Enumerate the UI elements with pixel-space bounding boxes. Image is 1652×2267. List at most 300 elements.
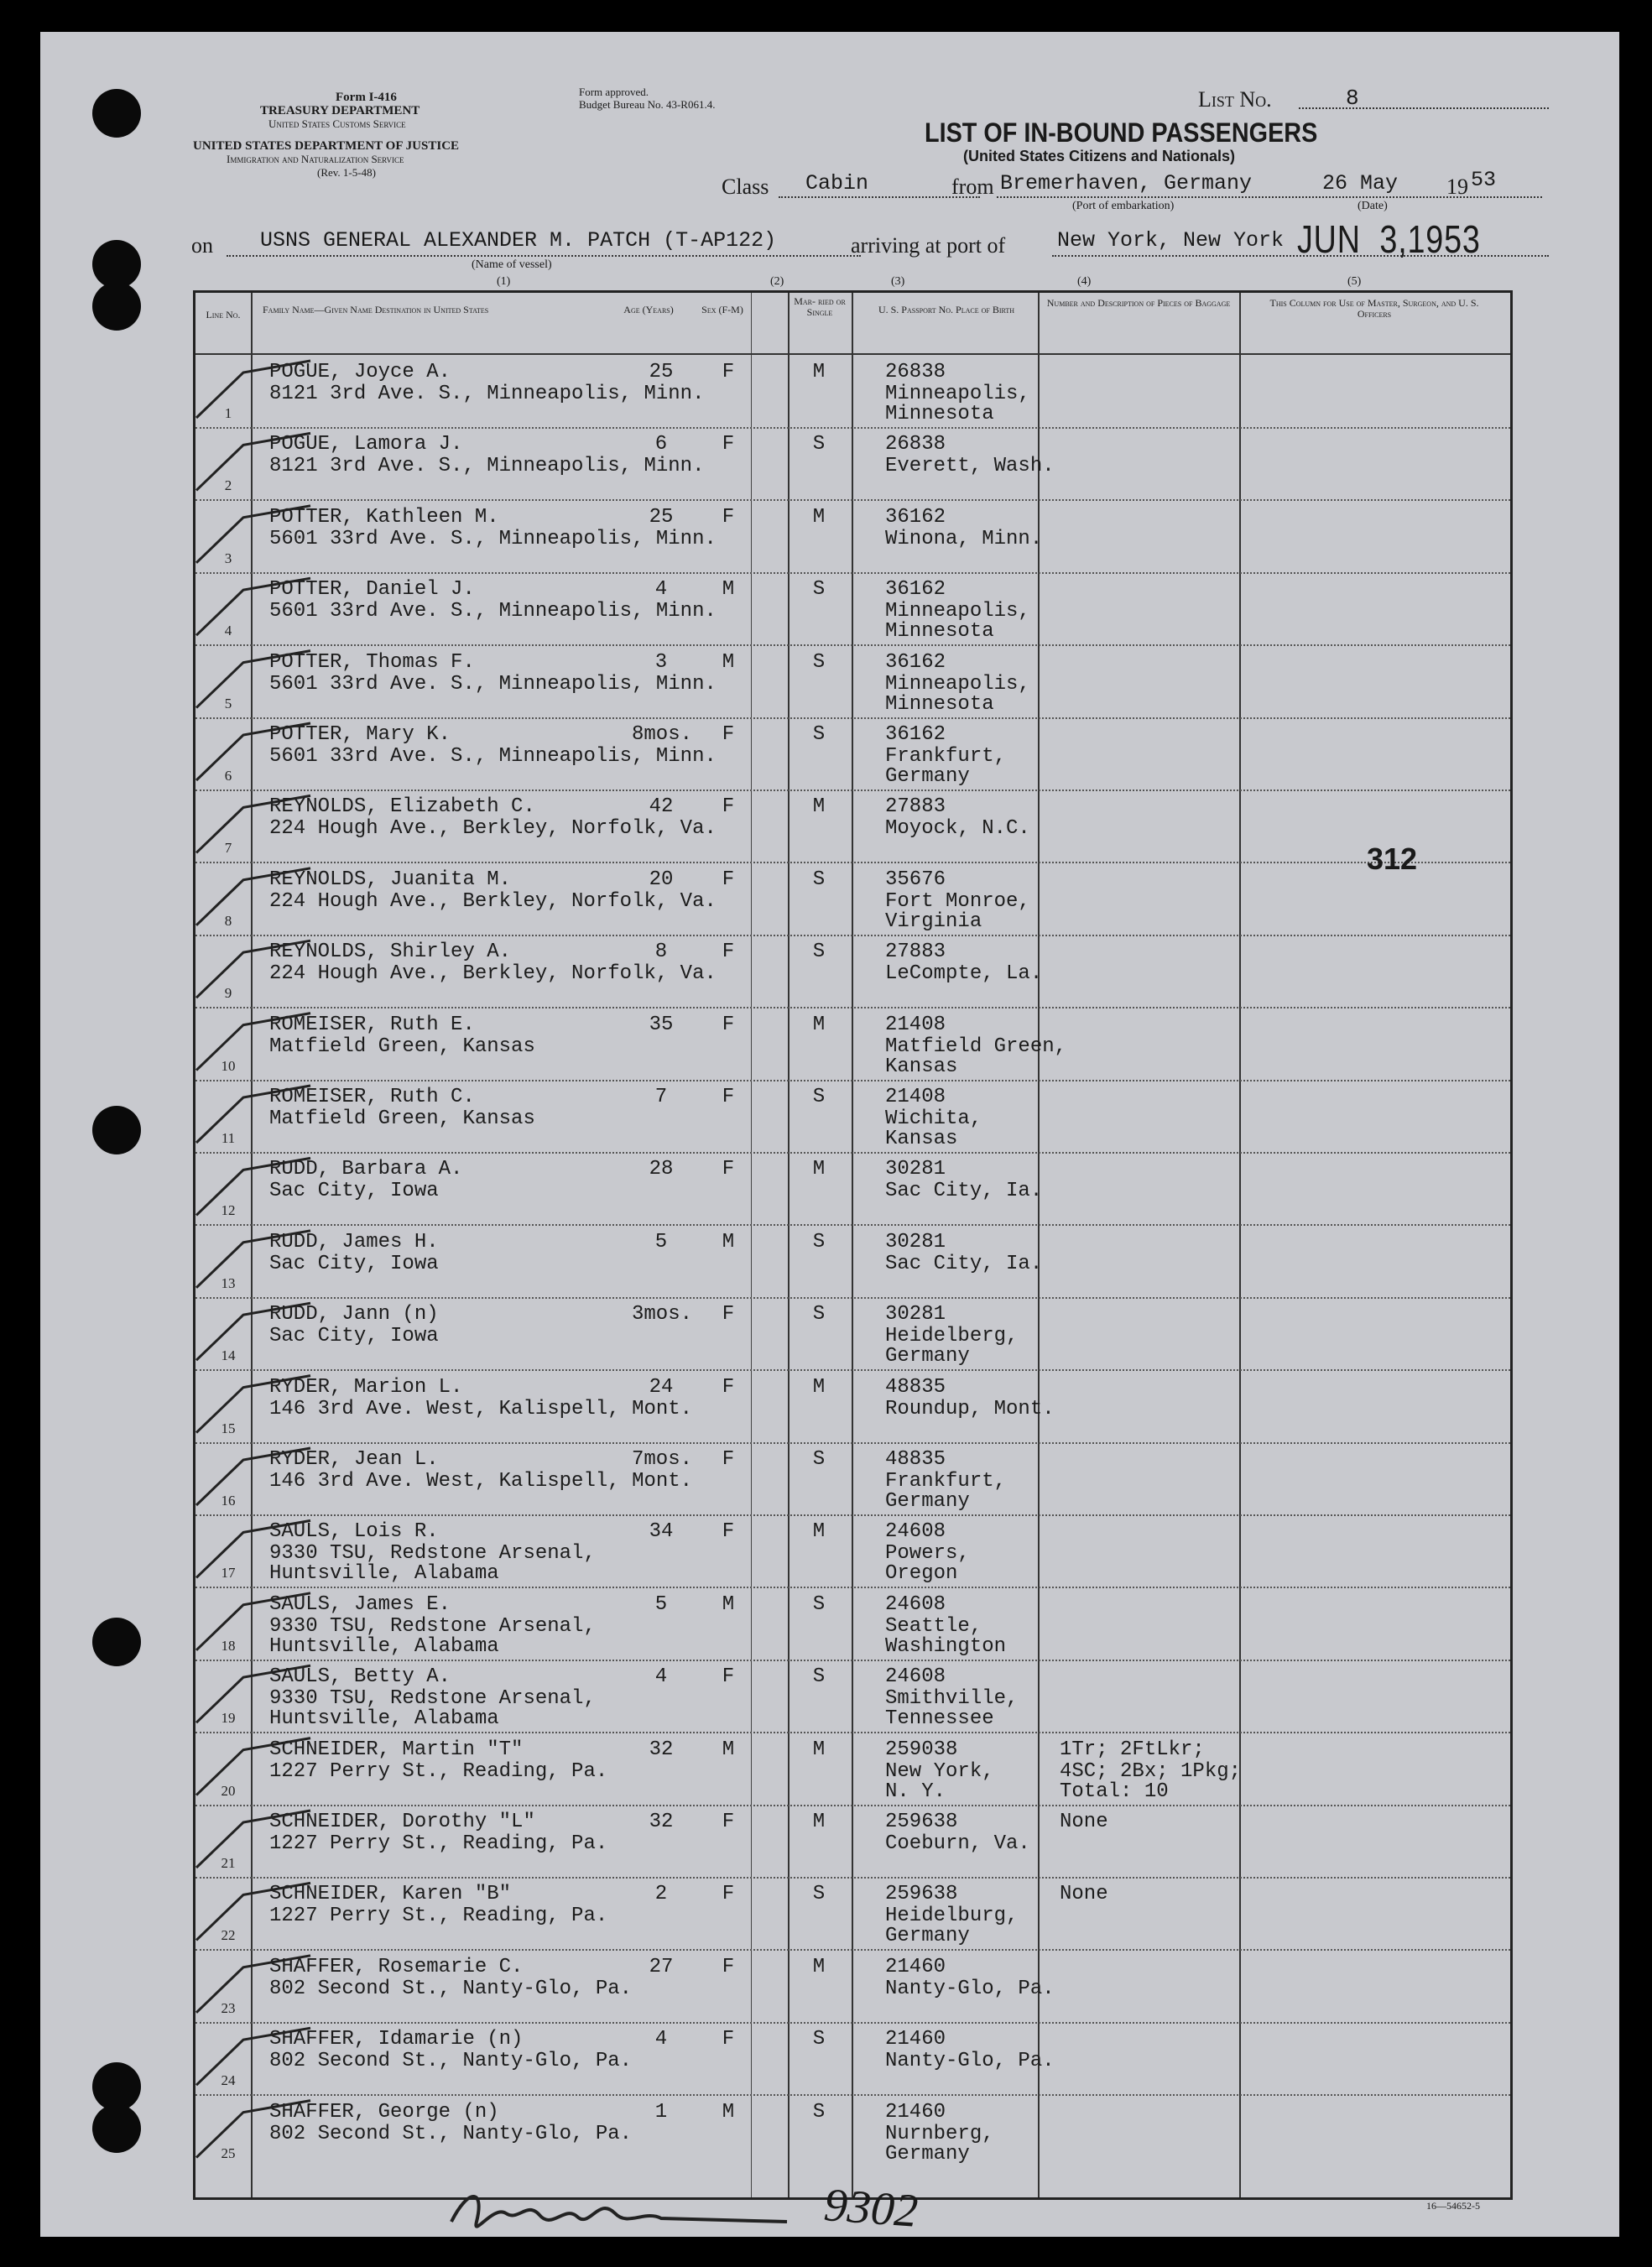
sex: F xyxy=(722,1811,735,1833)
passport-number: 26838 xyxy=(885,433,946,456)
baggage: None xyxy=(1060,1811,1108,1833)
sex: F xyxy=(722,1665,735,1689)
line-number: 1 xyxy=(224,405,232,421)
line-number: 4 xyxy=(224,623,232,639)
destination: 5601 33rd Ave. S., Minneapolis, Minn. xyxy=(269,600,717,623)
passport-number: 36162 xyxy=(885,650,946,674)
check-mark xyxy=(196,2028,310,2085)
passenger-name: SCHNEIDER, Karen "B" xyxy=(269,1883,512,1906)
passport-number: 259638 xyxy=(885,1883,958,1906)
check-mark xyxy=(196,1303,310,1360)
line-number: 13 xyxy=(221,1274,236,1291)
place-of-birth: Wichita, xyxy=(885,1107,982,1130)
destination: 9330 TSU, Redstone Arsenal, xyxy=(269,1614,596,1638)
sex: F xyxy=(722,1520,735,1544)
passport-number: 26838 xyxy=(885,361,946,383)
place-of-birth: Seattle, xyxy=(885,1614,982,1638)
place-of-birth-line-2: Minnesota xyxy=(885,620,994,644)
sex: F xyxy=(722,723,735,746)
baggage: 1Tr; 2FtLkr; xyxy=(1060,1738,1205,1761)
passport-number: 30281 xyxy=(885,1230,946,1253)
port-embarkation-caption: (Port of embarkation) xyxy=(1072,200,1175,212)
age: 1 xyxy=(654,2100,668,2124)
passport-number: 21460 xyxy=(885,2100,946,2124)
sex: F xyxy=(722,1955,735,1978)
marital-status: S xyxy=(812,2100,826,2124)
form-approved: Form approved. xyxy=(579,86,649,98)
baggage: None xyxy=(1060,1883,1108,1906)
age: 35 xyxy=(649,1013,674,1036)
line-number: 17 xyxy=(221,1565,236,1582)
sex: M xyxy=(722,2100,735,2124)
marital-status: M xyxy=(812,1738,826,1761)
check-mark xyxy=(196,1520,310,1577)
handwritten-note: 9302 xyxy=(821,2179,920,2238)
sex: F xyxy=(722,1303,735,1326)
place-of-birth: Minneapolis, xyxy=(885,672,1030,696)
place-of-birth: Roundup, Mont. xyxy=(885,1397,1055,1420)
destination: 1227 Perry St., Reading, Pa. xyxy=(269,1832,608,1855)
age: 8mos. xyxy=(632,723,693,746)
place-of-birth-line-2: Washington xyxy=(885,1634,1007,1658)
age-header: Age (Years) xyxy=(623,304,674,315)
passport-number: 259638 xyxy=(885,1811,958,1833)
column-number: (1) xyxy=(497,275,511,288)
form-revision: (Rev. 1-5-48) xyxy=(317,166,376,179)
marital-status: S xyxy=(812,1230,826,1253)
list-title: LIST OF IN-BOUND PASSENGERS xyxy=(925,117,1318,148)
marital-status: S xyxy=(812,1592,826,1616)
age: 24 xyxy=(649,1375,674,1399)
vessel-name: USNS GENERAL ALEXANDER M. PATCH (T-AP122) xyxy=(260,228,777,253)
destination: 5601 33rd Ave. S., Minneapolis, Minn. xyxy=(269,745,717,768)
column-number: (4) xyxy=(1077,275,1092,288)
sex: F xyxy=(722,1375,735,1399)
line-number: 25 xyxy=(221,2145,236,2161)
passenger-name: POGUE, Lamora J. xyxy=(269,433,463,456)
check-mark xyxy=(196,941,310,998)
line-number: 24 xyxy=(221,2072,236,2089)
marital-status: S xyxy=(812,1303,826,1326)
passenger-name: ROMEISER, Ruth E. xyxy=(269,1013,475,1036)
place-of-birth: Nanty-Glo, Pa. xyxy=(885,1977,1055,2000)
line-number: 23 xyxy=(221,1999,236,2016)
passenger-name: SHAFFER, Rosemarie C. xyxy=(269,1955,524,1978)
place-of-birth-line-2: Germany xyxy=(885,2142,970,2165)
customs-service: United States Customs Service xyxy=(268,117,406,130)
marital-status: M xyxy=(812,505,826,529)
column-number: (3) xyxy=(891,275,905,288)
passport-number: 36162 xyxy=(885,723,946,746)
check-mark xyxy=(196,651,310,708)
age: 4 xyxy=(654,2028,668,2051)
passenger-name: SCHNEIDER, Martin "T" xyxy=(269,1738,524,1761)
age: 7mos. xyxy=(632,1448,693,1471)
passport-number: 259038 xyxy=(885,1738,958,1761)
destination: 224 Hough Ave., Berkley, Norfolk, Va. xyxy=(269,817,717,841)
destination: 5601 33rd Ave. S., Minneapolis, Minn. xyxy=(269,672,717,696)
sex: M xyxy=(722,1738,735,1761)
year-prefix: 19 xyxy=(1446,175,1468,199)
passport-number: 24608 xyxy=(885,1592,946,1616)
destination: 146 3rd Ave. West, Kalispell, Mont. xyxy=(269,1397,693,1420)
passport-number: 24608 xyxy=(885,1520,946,1544)
class-value: Cabin xyxy=(805,171,869,195)
marital-status: M xyxy=(812,1811,826,1833)
column-number: (5) xyxy=(1347,275,1362,288)
print-code: 16—54652-5 xyxy=(1426,2200,1480,2212)
officer-annotation: 312 xyxy=(1367,842,1418,876)
passport-number: 27883 xyxy=(885,795,946,819)
class-underline xyxy=(779,196,980,198)
arriving-label: arriving at port of xyxy=(851,233,1006,258)
arrival-port: New York, New York xyxy=(1057,228,1285,253)
marital-status: M xyxy=(812,795,826,819)
destination: 5601 33rd Ave. S., Minneapolis, Minn. xyxy=(269,527,717,550)
form-number: Form I-416 xyxy=(336,91,397,104)
place-of-birth-line-2: Germany xyxy=(885,1925,970,1948)
check-mark xyxy=(196,433,310,490)
passport-number: 21460 xyxy=(885,2028,946,2051)
treasury-department: TREASURY DEPARTMENT xyxy=(260,104,420,117)
age: 6 xyxy=(654,433,668,456)
place-of-birth: Nanty-Glo, Pa. xyxy=(885,2050,1055,2073)
passport-number: 24608 xyxy=(885,1665,946,1689)
place-of-birth: Matfield Green, xyxy=(885,1034,1067,1058)
place-of-birth-line-2: N. Y. xyxy=(885,1780,946,1803)
age: 28 xyxy=(649,1158,674,1181)
check-mark xyxy=(196,506,310,563)
line-number: 18 xyxy=(221,1637,236,1654)
marital-status: S xyxy=(812,723,826,746)
place-of-birth: Minneapolis, xyxy=(885,600,1030,623)
place-of-birth: Smithville, xyxy=(885,1687,1019,1711)
passenger-name: RYDER, Marion L. xyxy=(269,1375,463,1399)
sex: F xyxy=(722,433,735,456)
destination: 224 Hough Ave., Berkley, Norfolk, Va. xyxy=(269,962,717,986)
line-number: 8 xyxy=(224,912,232,929)
place-of-birth: Heidelburg, xyxy=(885,1905,1019,1928)
list-number: 8 xyxy=(1346,86,1359,111)
place-of-birth: LeCompte, La. xyxy=(885,962,1043,986)
age: 32 xyxy=(649,1738,674,1761)
sex: M xyxy=(722,1592,735,1616)
destination-line-2: Huntsville, Alabama xyxy=(269,1562,499,1586)
passenger-name: SAULS, Lois R. xyxy=(269,1520,439,1544)
sex: F xyxy=(722,868,735,891)
departure-date: 26 May xyxy=(1322,171,1399,195)
age: 32 xyxy=(649,1811,674,1833)
destination: 146 3rd Ave. West, Kalispell, Mont. xyxy=(269,1470,693,1493)
check-mark xyxy=(196,1738,310,1795)
passport-number: 36162 xyxy=(885,578,946,602)
marital-status: S xyxy=(812,650,826,674)
on-label: on xyxy=(191,233,213,258)
passenger-name: POTTER, Mary K. xyxy=(269,723,451,746)
destination: 802 Second St., Nanty-Glo, Pa. xyxy=(269,2050,633,2073)
baggage-line-2: 4SC; 2Bx; 1Pkg; xyxy=(1060,1759,1242,1783)
sex: F xyxy=(722,1013,735,1036)
check-mark xyxy=(196,1086,310,1143)
place-of-birth-line-2: Tennessee xyxy=(885,1707,994,1731)
age: 25 xyxy=(649,361,674,383)
marital-status: M xyxy=(812,361,826,383)
check-mark xyxy=(196,1376,310,1433)
column-number: (2) xyxy=(770,275,784,288)
punch-hole xyxy=(92,282,141,331)
check-mark xyxy=(196,578,310,635)
place-of-birth: Nurnberg, xyxy=(885,2122,994,2145)
age: 20 xyxy=(649,868,674,891)
place-of-birth-line-2: Minnesota xyxy=(885,403,994,425)
punch-hole xyxy=(92,1106,141,1154)
sex: F xyxy=(722,1086,735,1108)
manifest-page xyxy=(40,32,1619,2237)
destination: 8121 3rd Ave. S., Minneapolis, Minn. xyxy=(269,455,705,478)
line-number: 21 xyxy=(221,1855,236,1871)
check-mark xyxy=(196,1593,310,1650)
age: 34 xyxy=(649,1520,674,1544)
check-mark xyxy=(196,1014,310,1071)
destination: Sac City, Iowa xyxy=(269,1180,439,1203)
passport-number: 48835 xyxy=(885,1375,946,1399)
age: 27 xyxy=(649,1955,674,1978)
year-suffix: 53 xyxy=(1471,168,1497,192)
passenger-name: RUDD, Barbara A. xyxy=(269,1158,463,1181)
baggage-header: Number and Description of Pieces of Baggage xyxy=(1046,297,1231,309)
place-of-birth: Minneapolis, xyxy=(885,383,1030,405)
class-label: Class xyxy=(722,175,769,199)
officers-header: This Column for Use of Master, Surgeon, and U. S. Officers xyxy=(1269,297,1479,320)
check-mark xyxy=(196,2101,310,2158)
department-of-justice: UNITED STATES DEPARTMENT OF JUSTICE xyxy=(193,139,460,153)
passenger-name: POTTER, Thomas F. xyxy=(269,650,475,674)
married-header: Mar- ried or Single xyxy=(794,295,846,318)
passenger-name: RUDD, James H. xyxy=(269,1230,439,1253)
check-mark xyxy=(196,1883,310,1940)
check-mark xyxy=(196,1665,310,1722)
place-of-birth-line-2: Virginia xyxy=(885,909,982,933)
passenger-name: POTTER, Daniel J. xyxy=(269,578,475,602)
passenger-name: RUDD, Jann (n) xyxy=(269,1303,439,1326)
passport-number: 30281 xyxy=(885,1158,946,1181)
sex: F xyxy=(722,1883,735,1906)
age: 3mos. xyxy=(632,1303,693,1326)
line-number: 10 xyxy=(221,1057,236,1074)
passport-number: 35676 xyxy=(885,868,946,891)
passenger-name: REYNOLDS, Elizabeth C. xyxy=(269,795,535,819)
sex: F xyxy=(722,795,735,819)
line-number: 7 xyxy=(224,840,232,857)
passport-number: 21408 xyxy=(885,1086,946,1108)
age: 2 xyxy=(654,1883,668,1906)
marital-status: M xyxy=(812,1013,826,1036)
marital-status: S xyxy=(812,1665,826,1689)
baggage-line-3: Total: 10 xyxy=(1060,1780,1169,1803)
passport-number: 36162 xyxy=(885,505,946,529)
destination: 1227 Perry St., Reading, Pa. xyxy=(269,1759,608,1783)
line-number: 15 xyxy=(221,1420,236,1436)
age: 7 xyxy=(654,1086,668,1108)
destination: 9330 TSU, Redstone Arsenal, xyxy=(269,1542,596,1566)
passenger-name: SAULS, James E. xyxy=(269,1592,451,1616)
destination: 9330 TSU, Redstone Arsenal, xyxy=(269,1687,596,1711)
place-of-birth-line-2: Germany xyxy=(885,1345,970,1368)
destination-line-2: Huntsville, Alabama xyxy=(269,1634,499,1658)
place-of-birth: Everett, Wash. xyxy=(885,455,1055,478)
check-mark xyxy=(196,795,310,852)
age: 5 xyxy=(654,1592,668,1616)
list-number-underline xyxy=(1299,107,1549,109)
marital-status: M xyxy=(812,1375,826,1399)
age: 42 xyxy=(649,795,674,819)
passport-number: 21408 xyxy=(885,1013,946,1036)
age: 4 xyxy=(654,1665,668,1689)
from-label: from xyxy=(951,175,994,199)
marital-status: M xyxy=(812,1955,826,1978)
passenger-name: SCHNEIDER, Dorothy "L" xyxy=(269,1811,535,1833)
budget-bureau: Budget Bureau No. 43-R061.4. xyxy=(579,98,716,111)
passport-number: 27883 xyxy=(885,941,946,964)
place-of-birth: Sac City, Ia. xyxy=(885,1252,1043,1275)
punch-hole xyxy=(92,2104,141,2153)
punch-hole xyxy=(92,1618,141,1666)
line-number: 14 xyxy=(221,1347,236,1364)
age: 8 xyxy=(654,941,668,964)
check-mark xyxy=(196,723,310,780)
punch-hole xyxy=(92,89,141,138)
age: 25 xyxy=(649,505,674,529)
marital-status: S xyxy=(812,433,826,456)
destination: Matfield Green, Kansas xyxy=(269,1034,535,1058)
sex: M xyxy=(722,1230,735,1253)
marital-status: S xyxy=(812,1883,826,1906)
place-of-birth: Sac City, Ia. xyxy=(885,1180,1043,1203)
line-number: 9 xyxy=(224,985,232,1002)
destination: 1227 Perry St., Reading, Pa. xyxy=(269,1905,608,1928)
sex: F xyxy=(722,1448,735,1471)
check-marks xyxy=(193,351,445,2197)
line-number: 3 xyxy=(224,550,232,566)
sex: F xyxy=(722,1158,735,1181)
destination: 802 Second St., Nanty-Glo, Pa. xyxy=(269,1977,633,2000)
check-mark xyxy=(196,1811,310,1868)
marital-status: S xyxy=(812,578,826,602)
place-of-birth-line-2: Oregon xyxy=(885,1562,958,1586)
passenger-name: RYDER, Jean L. xyxy=(269,1448,439,1471)
passport-header: U. S. Passport No. Place of Birth xyxy=(878,304,1015,315)
vessel-underline xyxy=(227,255,861,257)
passenger-name: ROMEISER, Ruth C. xyxy=(269,1086,475,1108)
destination: 802 Second St., Nanty-Glo, Pa. xyxy=(269,2122,633,2145)
passenger-name: REYNOLDS, Juanita M. xyxy=(269,868,512,891)
place-of-birth: Moyock, N.C. xyxy=(885,817,1030,841)
check-mark xyxy=(196,1448,310,1505)
marital-status: S xyxy=(812,1086,826,1108)
place-of-birth: New York, xyxy=(885,1759,994,1783)
sex-header: Sex (F-M) xyxy=(701,304,743,315)
passenger-name: SHAFFER, George (n) xyxy=(269,2100,499,2124)
line-number: 11 xyxy=(221,1130,236,1146)
passport-number: 48835 xyxy=(885,1448,946,1471)
place-of-birth-line-2: Germany xyxy=(885,1490,970,1513)
signature-scrawl xyxy=(426,2180,812,2247)
place-of-birth-line-2: Kansas xyxy=(885,1055,958,1078)
check-mark xyxy=(196,868,310,925)
sex: F xyxy=(722,941,735,964)
destination-line-2: Huntsville, Alabama xyxy=(269,1707,499,1731)
marital-status: S xyxy=(812,2028,826,2051)
line-number: 12 xyxy=(221,1202,236,1219)
line-number: 19 xyxy=(221,1710,236,1727)
check-mark xyxy=(196,1956,310,2013)
place-of-birth: Winona, Minn. xyxy=(885,527,1043,550)
sex: M xyxy=(722,578,735,602)
place-of-birth: Powers, xyxy=(885,1542,970,1566)
marital-status: S xyxy=(812,868,826,891)
check-mark xyxy=(196,361,310,418)
place-of-birth: Frankfurt, xyxy=(885,1470,1007,1493)
marital-status: S xyxy=(812,941,826,964)
line-number: 5 xyxy=(224,695,232,711)
list-subtitle: (United States Citizens and Nationals) xyxy=(963,148,1236,164)
date-caption: (Date) xyxy=(1358,200,1388,212)
immigration-service: Immigration and Naturalization Service xyxy=(227,153,404,165)
place-of-birth-line-2: Kansas xyxy=(885,1128,958,1150)
passenger-name: POGUE, Joyce A. xyxy=(269,361,451,383)
place-of-birth-line-2: Germany xyxy=(885,765,970,788)
sex: M xyxy=(722,650,735,674)
list-number-label: List No. xyxy=(1198,87,1272,112)
place-of-birth-line-2: Minnesota xyxy=(885,692,994,716)
check-mark xyxy=(196,1231,310,1288)
destination: 224 Hough Ave., Berkley, Norfolk, Va. xyxy=(269,889,717,913)
arrival-date-stamp: JUN 3,1953 xyxy=(1297,217,1481,261)
destination: Sac City, Iowa xyxy=(269,1325,439,1348)
age: 5 xyxy=(654,1230,668,1253)
line-number: 22 xyxy=(221,1927,236,1944)
passport-number: 30281 xyxy=(885,1303,946,1326)
check-mark xyxy=(196,1158,310,1215)
line-number: 6 xyxy=(224,768,232,784)
sex: F xyxy=(722,505,735,529)
line-no-header: Line No. xyxy=(206,309,241,321)
passenger-name: SHAFFER, Idamarie (n) xyxy=(269,2028,524,2051)
place-of-birth: Fort Monroe, xyxy=(885,889,1030,913)
line-number: 2 xyxy=(224,477,232,494)
marital-status: M xyxy=(812,1158,826,1181)
line-number: 16 xyxy=(221,1493,236,1509)
marital-status: M xyxy=(812,1520,826,1544)
passenger-name: POTTER, Kathleen M. xyxy=(269,505,499,529)
vessel-caption: (Name of vessel) xyxy=(472,258,552,271)
sex: F xyxy=(722,2028,735,2051)
destination: Matfield Green, Kansas xyxy=(269,1107,535,1130)
age: 3 xyxy=(654,650,668,674)
passport-number: 21460 xyxy=(885,1955,946,1978)
passenger-name: REYNOLDS, Shirley A. xyxy=(269,941,512,964)
name-header: Family Name—Given Name Destination in United States xyxy=(263,304,489,315)
sex: F xyxy=(722,361,735,383)
place-of-birth: Heidelberg, xyxy=(885,1325,1019,1348)
line-number: 20 xyxy=(221,1782,236,1799)
port-of-embarkation: Bremerhaven, Germany xyxy=(1000,171,1253,195)
place-of-birth: Frankfurt, xyxy=(885,745,1007,768)
destination: Sac City, Iowa xyxy=(269,1252,439,1275)
destination: 8121 3rd Ave. S., Minneapolis, Minn. xyxy=(269,383,705,405)
passenger-name: SAULS, Betty A. xyxy=(269,1665,451,1689)
place-of-birth: Coeburn, Va. xyxy=(885,1832,1030,1855)
